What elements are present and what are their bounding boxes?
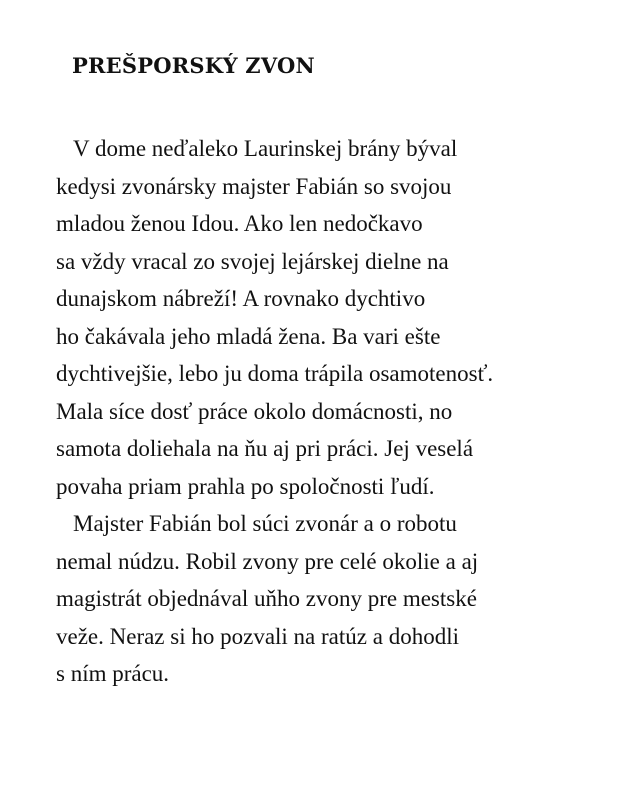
text-line: magistrát objednával uňho zvony pre mestské <box>56 586 477 611</box>
text-line: nemal núdzu. Robil zvony pre celé okolie a aj <box>56 548 479 574</box>
text-line: dychtivejšie, lebo ju doma trápila osamotenosť. <box>56 361 494 386</box>
text-line: sa vždy vracal zo svojej lejárskej dielne na <box>56 248 449 274</box>
text-line: samota doliehala na ňu aj pri práci. Jej veselá <box>56 436 474 461</box>
body-text <box>56 130 626 693</box>
paragraph-1 <box>56 130 626 505</box>
text-line: povaha priam prahla po spoločnosti ľudí. <box>56 473 435 499</box>
text-line: Majster Fabián bol súci zvonár a o robotu <box>73 511 457 536</box>
text-line: Mala síce dosť práce okolo domácnosti, no <box>56 398 453 424</box>
text-line: veže. Neraz si ho pozvali na ratúz a dohodli <box>56 623 459 649</box>
paragraph-2 <box>56 505 626 693</box>
text-line: kedysi zvonársky majster Fabián so svojou <box>56 173 452 199</box>
text-line: dunajskom nábreží! A rovnako dychtivo <box>56 286 426 311</box>
chapter-title: PREŠPORSKÝ ZVON <box>72 53 315 78</box>
text-line: V dome neďaleko Laurinskej brány býval <box>73 136 458 161</box>
text-line: s ním prácu. <box>56 661 170 686</box>
text-line: ho čakávala jeho mladá žena. Ba vari ešte <box>56 323 441 349</box>
text-line: mladou ženou Idou. Ako len nedočkavo <box>56 211 423 236</box>
